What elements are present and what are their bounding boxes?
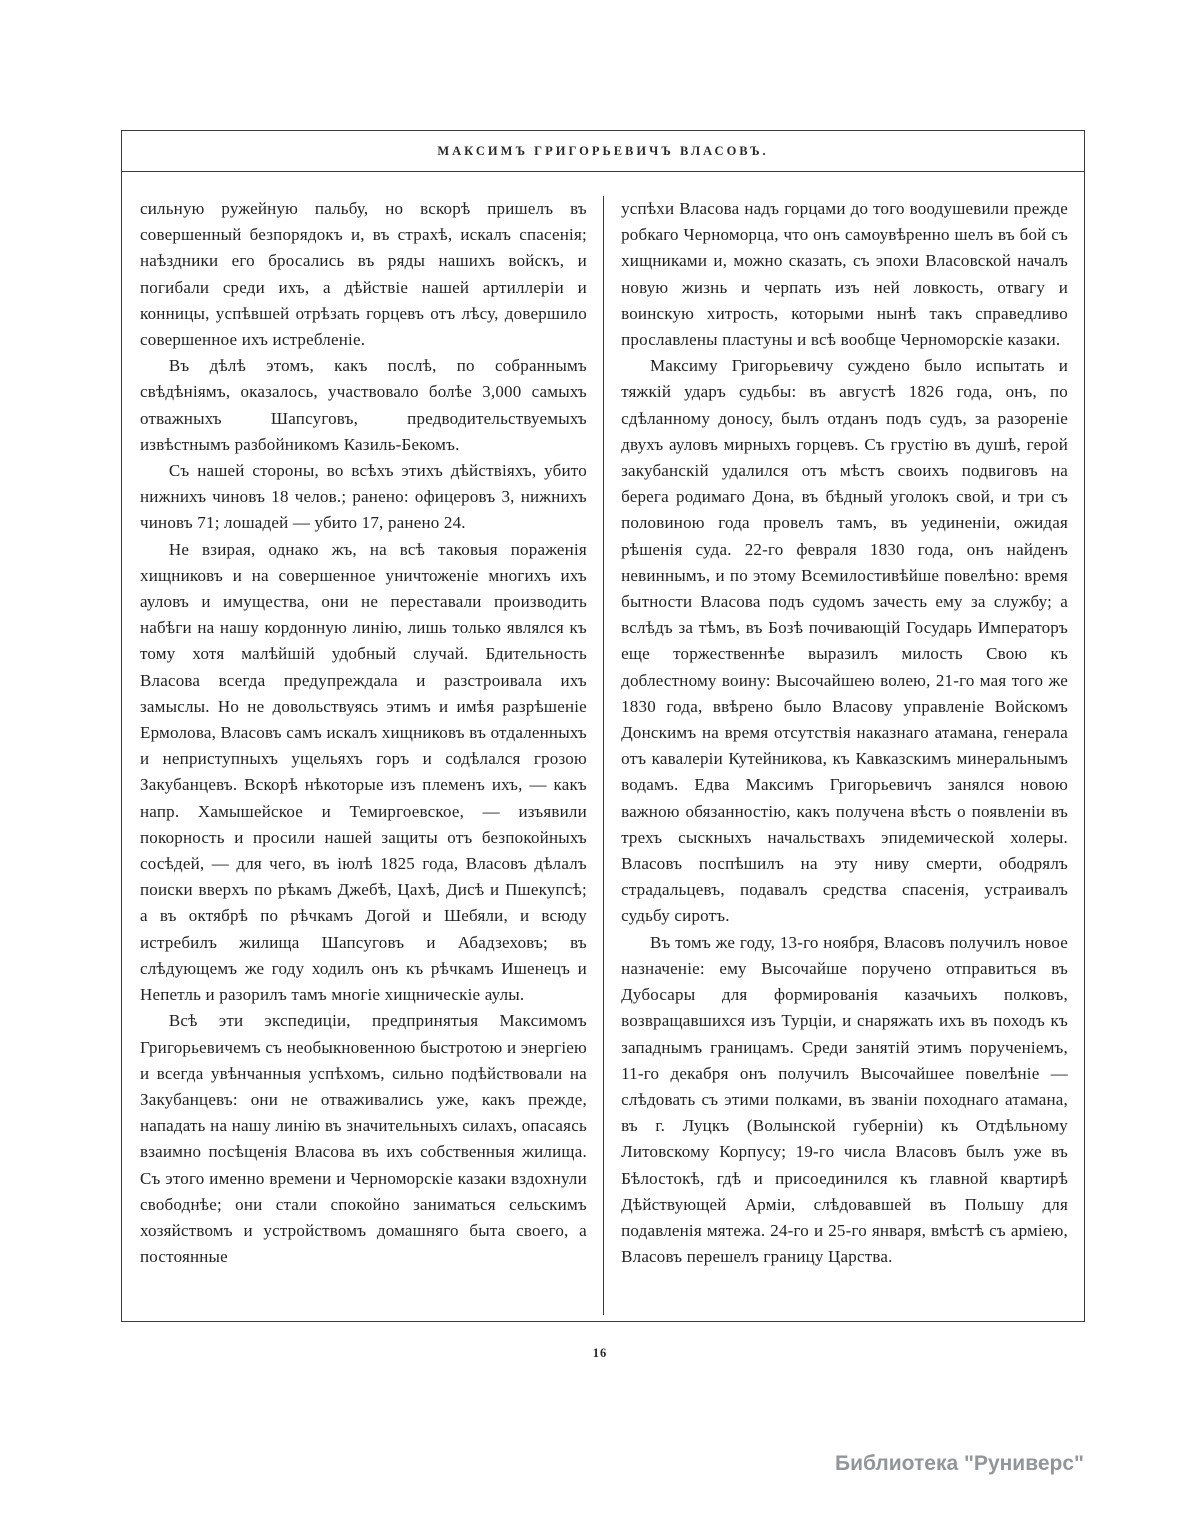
paragraph: Не взирая, однако жъ, на всѣ таковыя пораженія хищниковъ и на совершенное уничтоженіе многихъ ихъ ауловъ и имущества, они не переставали производить набѣги на нашу кордонную линію, лишь только являлся къ тому хотя малѣйшій удобный случай. Бдительность Власова всегда предупреждала и разстроивала ихъ замыслы. Но не довольствуясь этимъ и имѣя разрѣшеніе Ермолова, Власовъ самъ искалъ хищниковъ въ отдаленныхъ и неприступныхъ ущельяхъ горъ и содѣлался грозою Закубанцевъ. Вскорѣ нѣкоторые изъ племенъ ихъ, — какъ напр. Хамышейское и Темиргоевское, — изъявили покорность и просили нашей защиты отъ безпокойныхъ сосѣдей, — для чего, въ іюлѣ 1825 года, Власовъ дѣлалъ поиски вверхъ по рѣкамъ Джебѣ, Цахѣ, Дисѣ и Пшекупсѣ; а въ октябрѣ по рѣчкамъ Догой и Шебяли, и всюду истребилъ жилища Шапсуговъ и Абадзеховъ; въ слѣдующемъ же году ходилъ онъ къ рѣчкамъ Ишенецъ и Непетль и разорилъ тамъ многіе хищническіе аулы. — [140, 539, 587, 1005]
paragraph: Всѣ эти экспедиціи, предпринятыя Максимомъ Григорьевичемъ съ необыкновенною быстротою и энергіею и всегда увѣнчанныя успѣхомъ, сильно подѣйствовали на Закубанцевъ: они не отваживались уже, какъ прежде, нападать на нашу линію въ значительныхъ силахъ, опасаясь взаимно посѣщенія Власова въ ихъ собственныя жилища. Съ этого именно времени и Черноморскіе казаки вздохнули свободнѣе; они стали спокойно заниматься сельскимъ хозяйствомъ и устройствомъ домашняго быта своего, а постоянные — [140, 1011, 587, 1267]
scanned-page-frame — [121, 130, 1085, 1322]
paragraph: успѣхи Власова надъ горцами до того воодушевили прежде робкаго Черноморца, что онъ самоувѣренно шелъ въ бой съ хищниками и, можно сказать, съ эпохи Власовской началъ новую жизнь и черпать изъ ней ловкость, отвагу и воинскую хитрость, которыми нынѣ такъ справедливо прославлены пластуны и всѣ вообще Черноморскіе казаки. — [621, 199, 1068, 350]
paragraph: Съ нашей стороны, во всѣхъ этихъ дѣйствіяхъ, убито нижнихъ чиновъ 18 челов.; ранено: офицеровъ 3, нижнихъ чиновъ 71; лошадей — убито 17, ранено 24. — [140, 461, 587, 533]
page-header-title: МАКСИМЪ ГРИГОРЬЕВИЧЪ ВЛАСОВЪ. — [437, 143, 769, 158]
library-watermark: Библиотека "Руниверс" — [834, 1452, 1084, 1475]
left-column — [140, 196, 603, 1321]
right-column — [604, 196, 1068, 1321]
text-columns — [122, 172, 1084, 1321]
paragraph: Въ томъ же году, 13-го ноября, Власовъ получилъ новое назначеніе: ему Высочайше поручено отправиться въ Дубосары для формированія казачьихъ полковъ, возвращавшихся изъ Турціи, и снаряжать ихъ въ походъ къ западнымъ границамъ. Среди занятій этимъ порученіемъ, 11-го декабря онъ получилъ Высочайшее повелѣніе — слѣдовать съ этими полками, въ званіи походнаго атамана, въ г. Луцкъ (Волынской губерніи) къ Отдѣльному Литовскому Корпусу; 19-го числа Власовъ былъ уже въ Бѣлостокѣ, гдѣ и присоединился къ главной квартирѣ Дѣйствующей Арміи, слѣдовавшей въ Польшу для подавленія мятежа. 24-го и 25-го января, вмѣстѣ съ арміею, Власовъ перешелъ границу Царства. — [621, 932, 1068, 1267]
paragraph: сильную ружейную пальбу, но вскорѣ пришелъ въ совершенный безпорядокъ и, въ страхѣ, искалъ спасенія; наѣздники его бросались въ ряды нашихъ войскъ, и погибали среди ихъ, а дѣйствіе нашей артиллеріи и конницы, успѣвшей отрѣзать горцевъ отъ лѣсу, довершило совершенное ихъ истребленіе. — [140, 199, 587, 350]
paragraph: Въ дѣлѣ этомъ, какъ послѣ, по собраннымъ свѣдѣніямъ, оказалось, участвовало болѣе 3,000 самыхъ отважныхъ Шапсуговъ, предводительствуемыхъ извѣстнымъ разбойникомъ Казиль-Бекомъ. — [140, 356, 587, 454]
running-head — [122, 131, 1084, 172]
page-number: 16 — [592, 1346, 608, 1360]
paragraph: Максиму Григорьевичу суждено было испытать и тяжкій ударъ судьбы: въ августѣ 1826 года, онъ, по сдѣланному доносу, былъ отданъ подъ судъ, за разореніе двухъ ауловъ мирныхъ горцевъ. Съ грустію въ душѣ, герой закубанскій удалился отъ мѣстъ своихъ подвиговъ на берега родимаго Дона, въ бѣдный уголокъ свой, и три съ половиною года провелъ тамъ, въ уединеніи, ожидая рѣшенія суда. 22-го февраля 1830 года, онъ найденъ невиннымъ, и по этому Всемилостивѣйше повелѣно: время бытности Власова подъ судомъ зачесть ему за службу; а вслѣдъ за тѣмъ, въ Бозѣ почивающій Государь Императоръ еще торжественнѣе выразилъ милость Свою къ доблестному воину: Высочайшею волею, 21-го мая того же 1830 года, ввѣрено было Власову управленіе Войскомъ Донскимъ на время отсутствія наказнаго атамана, генерала отъ кавалеріи Кутейникова, къ Кавказскимъ минеральнымъ водамъ. Едва Максимъ Григорьевичъ занялся новою важною обязанностію, какъ получена вѣсть о появленіи въ трехъ сыскныхъ начальствахъ эпидемической холеры. Власовъ поспѣшилъ на эту ниву смерти, ободрялъ страдальцевъ, подавалъ средства спасенія, устраивалъ судьбу сиротъ. — [621, 356, 1068, 926]
